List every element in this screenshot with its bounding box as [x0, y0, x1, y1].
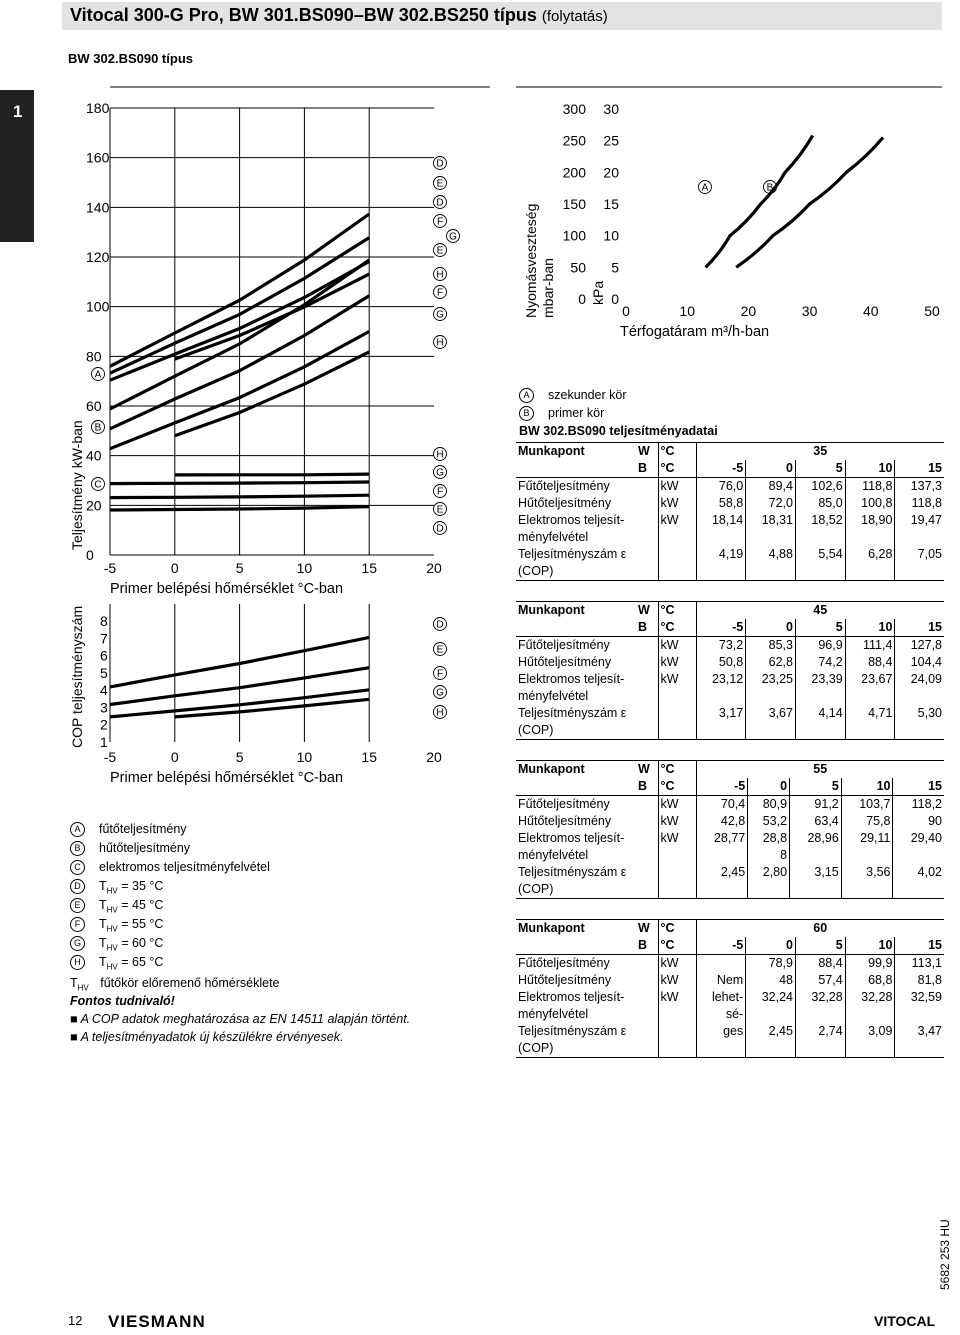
- cop-y-tick: 4: [100, 682, 108, 699]
- cop-curve-label: H: [436, 707, 444, 719]
- legend-row: D $T_{HV} = 35$ °C: [70, 879, 163, 897]
- curve-label: F: [436, 486, 444, 498]
- legend-row: F $T_{HV} = 55$ °C: [70, 917, 163, 935]
- curve-label: G: [436, 467, 444, 479]
- thv-note: $T_{HV}$ fűtőkör előremenő hőmérséklete: [70, 976, 280, 993]
- curve-label: F: [436, 216, 444, 228]
- flow-x-tick: 10: [679, 303, 695, 319]
- perf-title: BW 302.BS090 teljesítményadatai: [519, 424, 718, 438]
- viessmann-logo: VIESMANN: [108, 1312, 206, 1331]
- pressure-curve: [736, 138, 883, 268]
- cop-y-tick: 1: [100, 734, 108, 750]
- cop-y-tick: 5: [100, 664, 108, 681]
- kpa-tick: 20: [603, 164, 619, 181]
- mbar-tick: 250: [562, 132, 586, 149]
- curve-label: H: [436, 269, 444, 281]
- legend-row: A fűtőteljesítmény: [70, 822, 187, 840]
- flow-x-tick: 50: [924, 303, 940, 319]
- kpa-tick: 10: [603, 227, 619, 244]
- cop-y-tick: 3: [100, 699, 108, 716]
- mbar-tick: 150: [562, 196, 586, 212]
- y-tick-label: 0: [86, 547, 94, 563]
- y-tick-label: 60: [86, 398, 102, 414]
- curve-line: [110, 495, 369, 497]
- marker-b: B: [94, 422, 102, 434]
- kpa-tick: 15: [603, 196, 619, 212]
- curve-label: G: [436, 309, 444, 321]
- curve-label: H: [436, 337, 444, 349]
- marker-c: C: [94, 479, 102, 491]
- mbar-tick: 50: [570, 259, 586, 276]
- x-tick-label: 5: [235, 560, 244, 576]
- curve-label: D: [436, 158, 444, 170]
- cop-x-tick: 0: [170, 749, 179, 765]
- y-tick-label: 100: [86, 298, 110, 315]
- cop-curve-label: G: [436, 687, 444, 699]
- page-number: 12: [68, 1313, 83, 1328]
- kpa-tick: 30: [603, 101, 619, 117]
- curve-label: D: [436, 197, 444, 209]
- mbar-tick: 0: [578, 291, 586, 307]
- y-tick-label: 160: [86, 149, 110, 166]
- y-tick-label: 80: [86, 348, 102, 365]
- curve-label: D: [436, 523, 444, 535]
- y-tick-label: 140: [86, 199, 110, 216]
- y-tick-label: 40: [86, 447, 102, 464]
- cop-y-tick: 7: [100, 630, 108, 647]
- x-tick-label: 10: [296, 560, 313, 576]
- curve-label: H: [436, 449, 444, 461]
- cop-x-axis-label: Primer belépési hőmérséklet °C-ban: [110, 770, 344, 786]
- legend-row: H $T_{HV} = 65$ °C: [70, 955, 163, 973]
- cop-curve-label: D: [436, 619, 444, 631]
- pressure-label-a: A: [701, 182, 709, 194]
- section-subtitle: BW 302.BS090 típus: [68, 51, 193, 66]
- cop-x-tick: 5: [235, 749, 244, 765]
- cop-curve-label: E: [436, 644, 444, 656]
- perf-table: Munkapont W °C 45 B °C -5 0 5 10 15 Fűtőteljesítmény kW 73,2 85,3 96,9 111,4 127,8 Hűtőteljesítmény kW 50,8 62,8 74,2 88,4 104,4 Elektromos teljesít- kW 23,12 23,25 23,39 23,67 24,09 ményfelvétel Teljesítményszám ε 3,17 3,67 4,14 4,71 5,30 (COP): [516, 601, 944, 740]
- legend-secondary: A szekunder kör: [519, 388, 627, 403]
- x-tick-label: 20: [426, 560, 442, 576]
- curve-label: G: [449, 231, 457, 243]
- y-tick-label: 120: [86, 249, 110, 265]
- chapter-tab: 1: [0, 90, 34, 242]
- important-title: Fontos tudnivaló!: [70, 994, 175, 1008]
- mbar-tick: 100: [562, 227, 586, 244]
- perf-table: Munkapont W °C 35 B °C -5 0 5 10 15 Fűtőteljesítmény kW 76,0 89,4 102,6 118,8 137,3 Hűtőteljesítmény kW 58,8 72,0 85,0 100,8 118,8 Elektromos teljesít- kW 18,14 18,31 18,52 18,90 19,47 ményfelvétel Teljesítményszám ε 4,19 4,88 5,54 6,28 7,05 (COP): [516, 442, 944, 581]
- marker-a: A: [94, 369, 102, 381]
- kpa-tick: 0: [611, 291, 619, 307]
- x-tick-label: 15: [361, 560, 377, 576]
- cop-curve-label: F: [436, 668, 444, 680]
- y-tick-label: 180: [86, 100, 110, 116]
- curve-line: [175, 352, 369, 436]
- y-tick-label: 20: [86, 497, 102, 514]
- legend-primary: B primer kör: [519, 406, 604, 421]
- curve-label: E: [436, 245, 444, 257]
- flow-x-tick: 20: [740, 303, 757, 319]
- legend-row: G $T_{HV} = 60$ °C: [70, 936, 163, 954]
- mbar-tick: 200: [562, 164, 586, 181]
- x-tick-label: -5: [103, 560, 117, 576]
- page-title: Vitocal 300-G Pro, BW 301.BS090–BW 302.BS250 típus (folytatás): [70, 5, 608, 25]
- pressure-y-axis-label: Nyomásveszteség: [523, 203, 539, 318]
- x-tick-label: 0: [170, 560, 179, 576]
- cop-x-tick: -5: [103, 749, 117, 765]
- flow-x-tick: 40: [863, 303, 879, 319]
- cop-y-tick: 8: [100, 613, 108, 629]
- legend-row: B hűtőteljesítmény: [70, 841, 190, 859]
- pressure-y-axis-label2: mbar-ban: [540, 258, 556, 318]
- perf-table: Munkapont W °C 55 B °C -5 0 5 10 15 Fűtőteljesítmény kW 70,4 80,9 91,2 103,7 118,2 Hűtőteljesítmény kW 42,8 53,2 63,4 75,8 90 Elektromos teljesít- kW 28,77 28,8 28,96 29,11 29,40 ményfelvétel 8 Teljesítményszám ε 2,45 2,80 3,15 3,56 4,02 (COP): [516, 760, 944, 899]
- important-item-2: ■ A teljesítményadatok új készülékre érvényesek.: [70, 1030, 344, 1044]
- flow-x-axis-label: Térfogatáram m³/h-ban: [620, 324, 770, 340]
- brand-name: VITOCAL: [874, 1313, 936, 1329]
- cop-x-tick: 20: [426, 749, 442, 765]
- cop-x-tick: 10: [296, 749, 313, 765]
- y-axis-label: Teljesítmény kW-ban: [69, 420, 85, 550]
- curve-label: E: [436, 178, 444, 190]
- flow-x-tick: 0: [622, 303, 630, 319]
- cop-y-axis-label: COP teljesítményszám: [69, 605, 85, 748]
- perf-table: Munkapont W °C 60 B °C -5 0 5 10 15 Fűtőteljesítmény kW 78,9 88,4 99,9 113,1 Hűtőteljesítmény kW Nem 48 57,4 68,8 81,8 Elektromos teljesít- kW lehet- 32,24 32,28 32,28 32,59 ményfelvétel sé- Teljesítményszám ε ges 2,45 2,74 3,09 3,47 (COP): [516, 919, 944, 1058]
- important-item-1: ■ A COP adatok meghatározása az EN 14511 alapján történt.: [70, 1012, 411, 1026]
- kpa-tick: 5: [611, 259, 619, 276]
- curve-label: E: [436, 504, 444, 516]
- pressure-label-b: B: [766, 182, 774, 194]
- flow-x-tick: 30: [801, 303, 818, 319]
- x-axis-label: Primer belépési hőmérséklet °C-ban: [110, 581, 344, 597]
- legend-row: C elektromos teljesítményfelvétel: [70, 860, 270, 878]
- curve-label: F: [436, 287, 444, 299]
- cop-x-tick: 15: [361, 749, 377, 765]
- document-number: 5682 253 HU: [938, 1219, 952, 1290]
- legend-row: E $T_{HV} = 45$ °C: [70, 898, 163, 916]
- cop-y-tick: 2: [100, 716, 108, 733]
- curve-line: [110, 482, 369, 484]
- cop-y-tick: 6: [100, 647, 108, 664]
- mbar-tick: 300: [562, 101, 586, 117]
- kpa-tick: 25: [603, 132, 619, 149]
- kpa-label: kPa: [590, 280, 606, 305]
- curve-line: [175, 474, 369, 475]
